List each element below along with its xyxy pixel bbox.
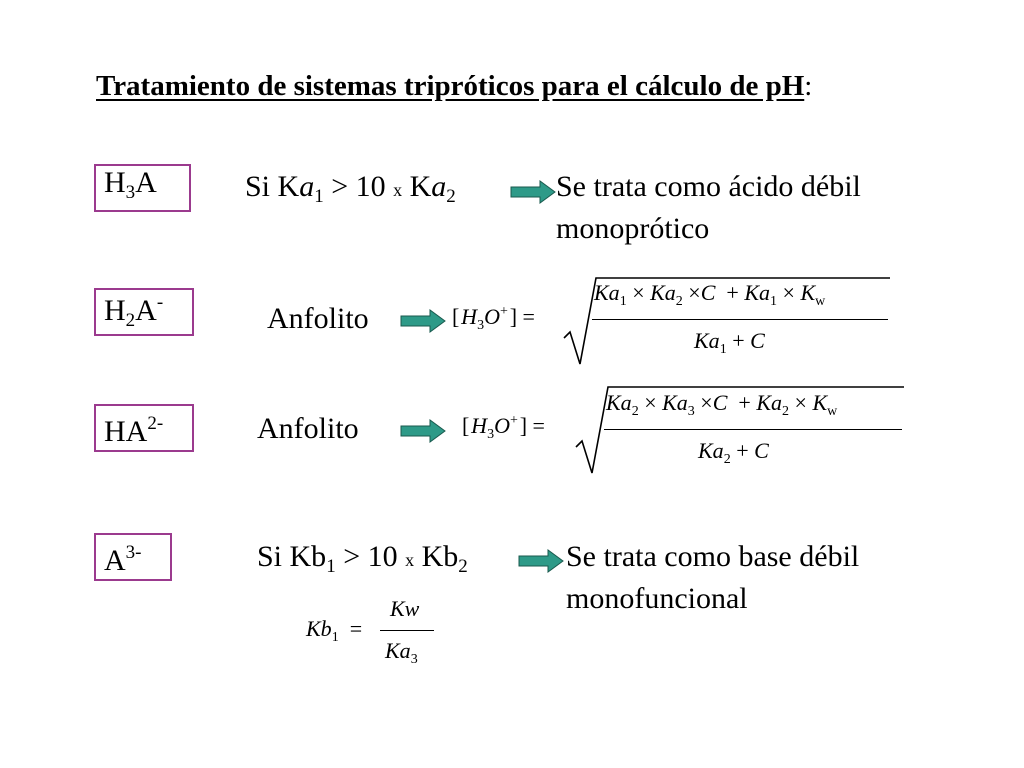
kb1-denominator: $Ka_3$ xyxy=(385,638,418,667)
result-text-1: Se trata como ácido débil xyxy=(556,170,861,203)
right-arrow-icon xyxy=(400,309,446,333)
species-label: $A^{3-}$ xyxy=(104,542,142,577)
title-colon: : xyxy=(804,70,813,102)
right-arrow-icon xyxy=(510,180,556,204)
species-box-h2a xyxy=(94,288,194,336)
result-text-1: Se trata como base débil xyxy=(566,540,860,573)
fraction-bar xyxy=(592,319,888,320)
species-label: $H_2A^-$ xyxy=(104,292,164,331)
title-text: Tratamiento de sistemas tripróticos para el cálculo de pH xyxy=(96,70,805,102)
anfolito-label: Anfolito xyxy=(267,302,369,335)
fraction-bar xyxy=(604,429,902,430)
condition-kb: Si $Kb_1 > 10$ x $Kb_2$ xyxy=(257,540,468,577)
formula-denominator: $Ka_2 + C$ xyxy=(698,438,769,467)
fraction-bar xyxy=(380,630,434,631)
formula-numerator: $Ka_2 \times Ka_3 \times C + Ka_2 \times K_w$ xyxy=(606,390,838,419)
species-box-ha xyxy=(94,404,194,452)
result-text-2: monofuncional xyxy=(566,582,748,615)
species-label: $H_3A$ xyxy=(104,166,157,203)
kb1-lhs: $Kb_1$ = xyxy=(306,616,363,645)
right-arrow-icon xyxy=(400,419,446,443)
formula-numerator: $Ka_1 \times Ka_2 \times C + Ka_1 \times K_w$ xyxy=(594,280,826,309)
h3o-lhs: [ $H_3O^+$ ] = xyxy=(462,413,545,442)
condition-ka: Si $Ka_1 > 10$ x $Ka_2$ xyxy=(245,170,456,207)
page-title xyxy=(96,70,812,103)
formula-denominator: $Ka_1 + C$ xyxy=(694,328,765,357)
anfolito-label: Anfolito xyxy=(257,412,359,445)
kb1-numerator: Kw xyxy=(390,596,420,621)
result-text-2: monoprótico xyxy=(556,212,710,245)
species-label: $HA^{2-}$ xyxy=(104,413,164,448)
h3o-lhs: [ $H_3O^+$ ] = xyxy=(452,304,535,333)
species-box-a xyxy=(94,533,172,581)
species-box-h3a xyxy=(94,164,191,212)
right-arrow-icon xyxy=(518,549,564,573)
